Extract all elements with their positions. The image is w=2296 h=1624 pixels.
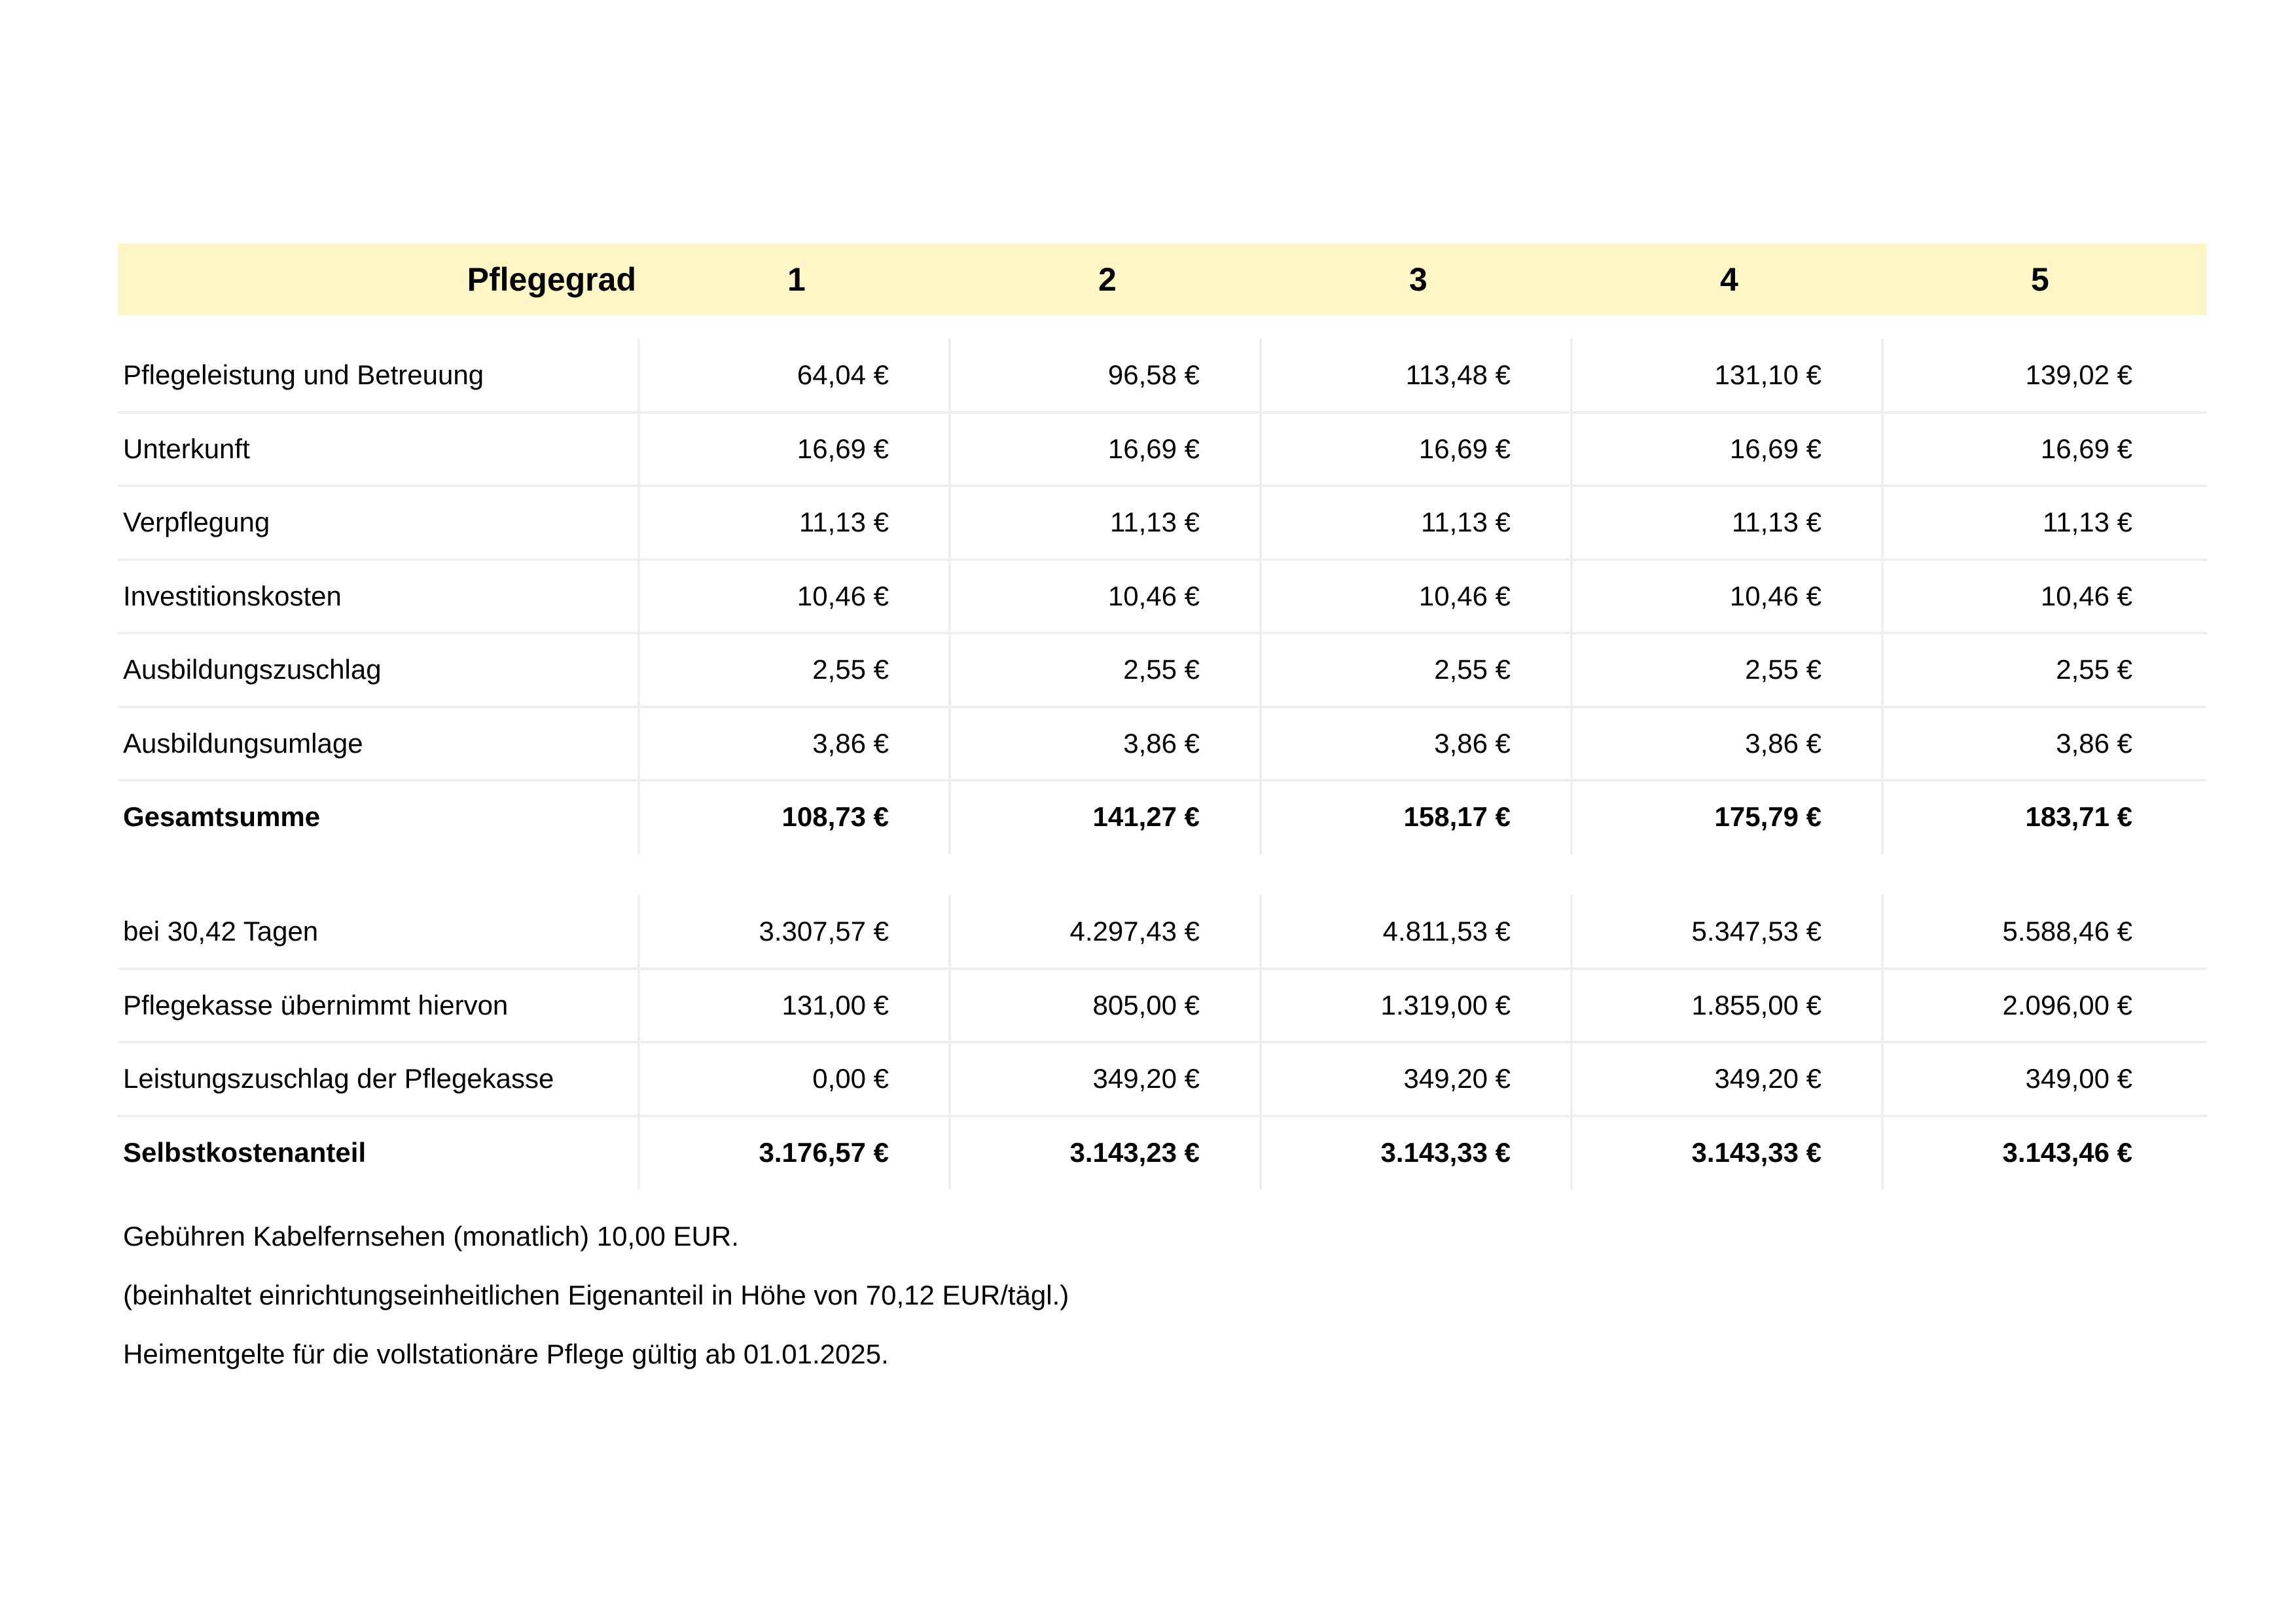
table-row bbox=[118, 969, 2207, 1043]
header-grade-4: 4 bbox=[1720, 261, 1738, 298]
column-divider bbox=[637, 338, 640, 854]
cell-grade-5: 349,00 € bbox=[2025, 1063, 2132, 1094]
cell-grade-1: 131,00 € bbox=[781, 989, 889, 1020]
note-eigenanteil: (beinhaltet einrichtungseinheitlichen Eigenanteil in Höhe von 70,12 EUR/tägl.) bbox=[123, 1280, 1069, 1310]
row-label: Pflegeleistung und Betreuung bbox=[123, 359, 484, 390]
table-row bbox=[118, 486, 2207, 560]
cell-grade-1: 0,00 € bbox=[812, 1063, 889, 1094]
cell-grade-3: 16,69 € bbox=[1418, 433, 1511, 464]
table-row bbox=[118, 560, 2207, 634]
column-divider bbox=[948, 338, 951, 854]
table-row bbox=[118, 338, 2207, 412]
cell-grade-3: 10,46 € bbox=[1418, 580, 1511, 611]
cell-grade-2: 10,46 € bbox=[1107, 580, 1200, 611]
cell-grade-3: 3,86 € bbox=[1434, 727, 1511, 759]
cell-grade-3: 113,48 € bbox=[1405, 359, 1511, 390]
cell-grade-4: 349,20 € bbox=[1714, 1063, 1821, 1094]
cell-grade-5: 16,69 € bbox=[2040, 433, 2132, 464]
row-label: Investitionskosten bbox=[123, 580, 342, 611]
column-divider bbox=[1881, 895, 1884, 1189]
cell-grade-5: 2,55 € bbox=[2056, 654, 2132, 685]
cell-grade-5: 2.096,00 € bbox=[2002, 989, 2132, 1020]
column-divider bbox=[1259, 338, 1262, 854]
cell-grade-4: 5.347,53 € bbox=[1691, 916, 1821, 947]
cell-grade-2: 4.297,43 € bbox=[1069, 916, 1200, 947]
cell-grade-5: 3,86 € bbox=[2056, 727, 2132, 759]
daily-cost-table bbox=[118, 338, 2207, 854]
cell-grade-4: 10,46 € bbox=[1729, 580, 1821, 611]
table-row bbox=[118, 780, 2207, 854]
column-divider bbox=[1259, 895, 1262, 1189]
cell-grade-4: 3,86 € bbox=[1745, 727, 1821, 759]
row-label: Selbstkostenanteil bbox=[123, 1136, 367, 1168]
cell-grade-2: 3.143,23 € bbox=[1069, 1136, 1200, 1168]
cell-grade-4: 175,79 € bbox=[1714, 801, 1821, 832]
column-divider bbox=[948, 895, 951, 1189]
row-label: Gesamtsumme bbox=[123, 801, 321, 832]
cell-grade-5: 3.143,46 € bbox=[2002, 1136, 2132, 1168]
cell-grade-1: 11,13 € bbox=[798, 507, 889, 537]
header-grade-3: 3 bbox=[1409, 261, 1427, 298]
column-divider bbox=[637, 895, 640, 1189]
cell-grade-1: 3.307,57 € bbox=[759, 916, 889, 947]
cell-grade-2: 349,20 € bbox=[1092, 1063, 1200, 1094]
cell-grade-5: 183,71 € bbox=[2025, 801, 2132, 832]
cell-grade-1: 108,73 € bbox=[781, 801, 889, 832]
cell-grade-2: 11,13 € bbox=[1109, 507, 1200, 537]
column-divider bbox=[1881, 338, 1884, 854]
cell-grade-4: 16,69 € bbox=[1729, 433, 1821, 464]
cell-grade-3: 4.811,53 € bbox=[1382, 916, 1511, 947]
row-label: Verpflegung bbox=[123, 507, 270, 537]
cell-grade-2: 16,69 € bbox=[1107, 433, 1200, 464]
table-row bbox=[118, 412, 2207, 486]
row-label: Ausbildungszuschlag bbox=[123, 654, 382, 685]
row-label: bei 30,42 Tagen bbox=[123, 916, 319, 947]
column-divider bbox=[1570, 895, 1573, 1189]
cell-grade-3: 3.143,33 € bbox=[1380, 1136, 1511, 1168]
header-grade-1: 1 bbox=[787, 261, 806, 298]
header-pflegegrad-label: Pflegegrad bbox=[467, 261, 636, 298]
cell-grade-2: 96,58 € bbox=[1107, 359, 1200, 390]
cell-grade-4: 2,55 € bbox=[1745, 654, 1821, 685]
cell-grade-1: 16,69 € bbox=[797, 433, 889, 464]
cell-grade-4: 3.143,33 € bbox=[1691, 1136, 1821, 1168]
row-label: Pflegekasse übernimmt hiervon bbox=[123, 989, 509, 1020]
cell-grade-1: 3,86 € bbox=[812, 727, 889, 759]
table-row bbox=[118, 1042, 2207, 1116]
cell-grade-1: 10,46 € bbox=[797, 580, 889, 611]
cell-grade-3: 2,55 € bbox=[1434, 654, 1511, 685]
table-row bbox=[118, 707, 2207, 781]
cell-grade-3: 349,20 € bbox=[1403, 1063, 1511, 1094]
cell-grade-2: 3,86 € bbox=[1123, 727, 1200, 759]
cell-grade-1: 3.176,57 € bbox=[759, 1136, 889, 1168]
cell-grade-5: 5.588,46 € bbox=[2002, 916, 2132, 947]
cell-grade-1: 2,55 € bbox=[812, 654, 889, 685]
row-label: Leistungszuschlag der Pflegekasse bbox=[123, 1063, 554, 1094]
cell-grade-5: 10,46 € bbox=[2040, 580, 2132, 611]
cell-grade-3: 1.319,00 € bbox=[1380, 989, 1511, 1020]
table-row bbox=[118, 895, 2207, 969]
column-divider bbox=[1570, 338, 1573, 854]
cell-grade-5: 139,02 € bbox=[2025, 359, 2132, 390]
cell-grade-3: 11,13 € bbox=[1420, 507, 1511, 537]
row-label: Ausbildungsumlage bbox=[123, 727, 363, 759]
cell-grade-2: 805,00 € bbox=[1092, 989, 1200, 1020]
monthly-cost-table bbox=[118, 895, 2207, 1189]
cell-grade-2: 141,27 € bbox=[1092, 801, 1200, 832]
cell-grade-3: 158,17 € bbox=[1403, 801, 1511, 832]
cell-grade-2: 2,55 € bbox=[1123, 654, 1200, 685]
note-validity: Heimentgelte für die vollstationäre Pflege gültig ab 01.01.2025. bbox=[123, 1339, 889, 1369]
table-row bbox=[118, 633, 2207, 707]
cell-grade-4: 131,10 € bbox=[1714, 359, 1821, 390]
cell-grade-4: 1.855,00 € bbox=[1691, 989, 1821, 1020]
note-cable-tv: Gebühren Kabelfernsehen (monatlich) 10,00 EUR. bbox=[123, 1221, 739, 1252]
cell-grade-4: 11,13 € bbox=[1731, 507, 1821, 537]
table-row bbox=[118, 1116, 2207, 1190]
cell-grade-5: 11,13 € bbox=[2042, 507, 2132, 537]
header-grade-2: 2 bbox=[1098, 261, 1117, 298]
row-label: Unterkunft bbox=[123, 433, 250, 464]
cell-grade-1: 64,04 € bbox=[797, 359, 889, 390]
header-grade-5: 5 bbox=[2031, 261, 2049, 298]
